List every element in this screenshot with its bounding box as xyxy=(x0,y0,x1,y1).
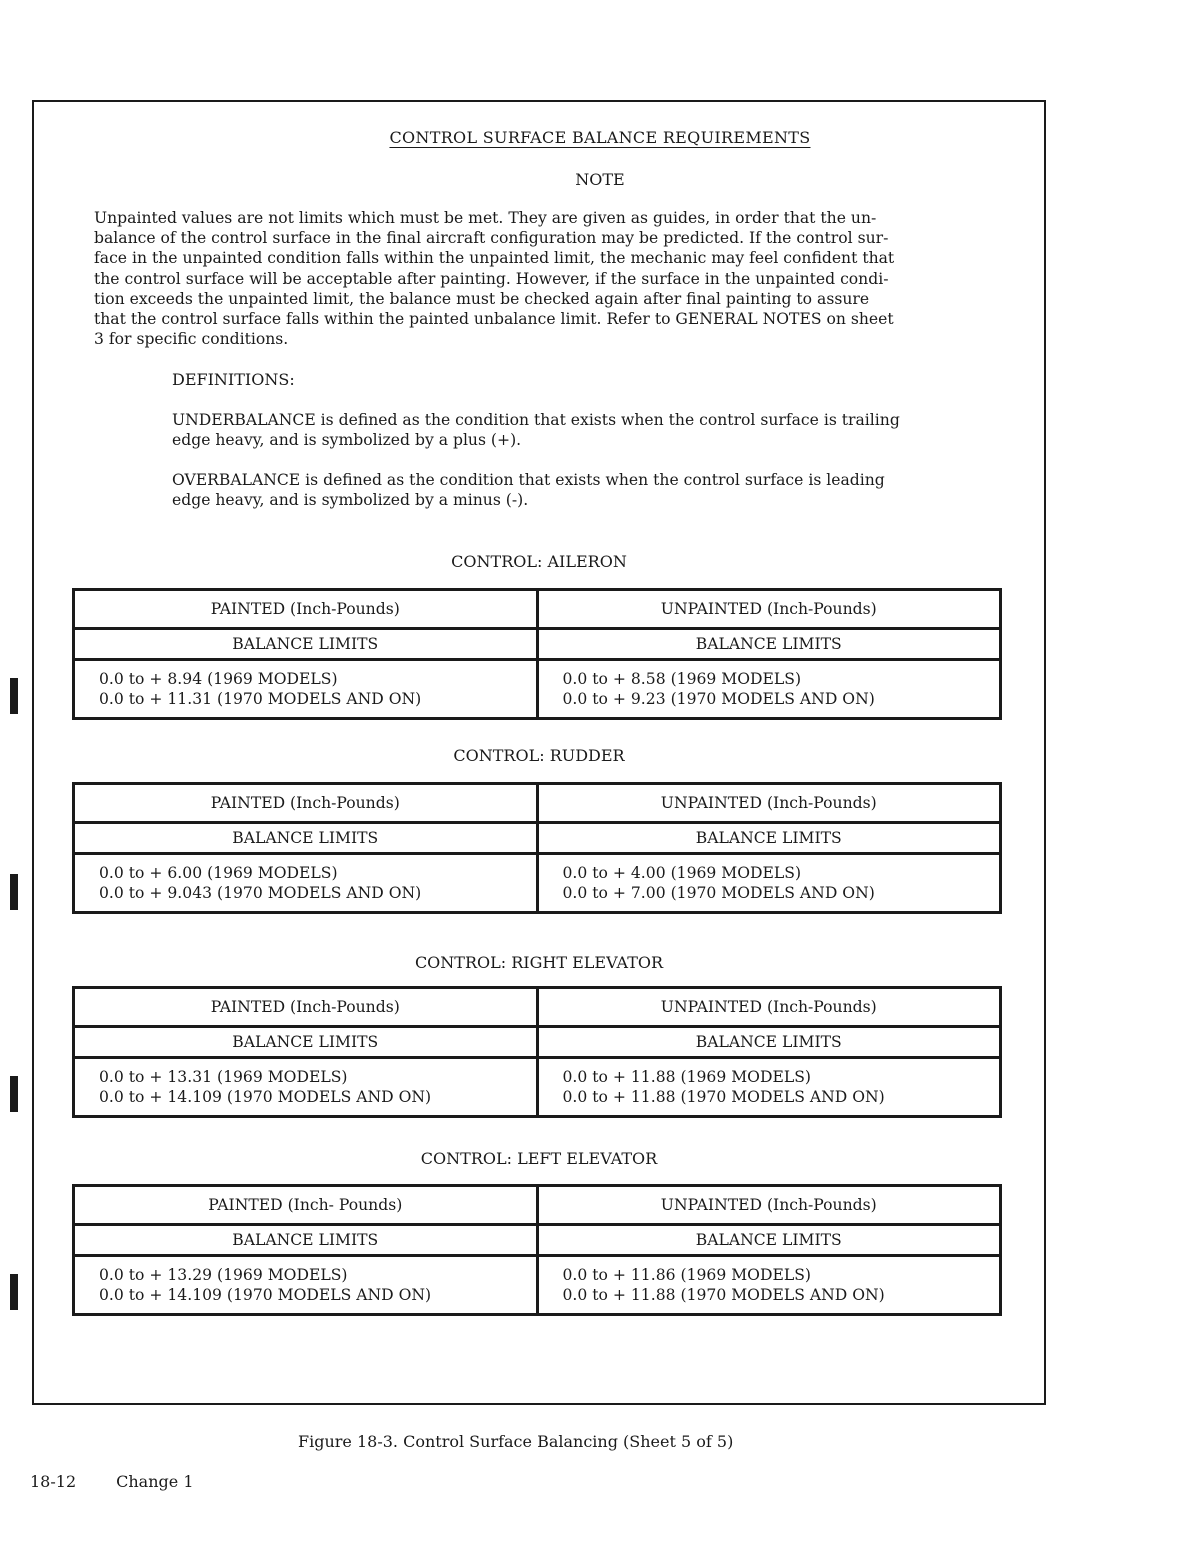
unpainted-header: UNPAINTED (Inch-Pounds) xyxy=(537,784,1001,823)
definitions-heading: DEFINITIONS: xyxy=(172,370,295,389)
change-bar xyxy=(10,874,18,910)
value-line: 0.0 to + 9.043 (1970 MODELS AND ON) xyxy=(99,884,422,902)
unpainted-subheader: BALANCE LIMITS xyxy=(537,629,1001,660)
value-line: 0.0 to + 11.88 (1970 MODELS AND ON) xyxy=(562,1286,885,1304)
control-label-right-elevator: CONTROL: RIGHT ELEVATOR xyxy=(414,953,664,972)
painted-subheader: BALANCE LIMITS xyxy=(74,823,538,854)
unpainted-values xyxy=(537,1256,1001,1315)
unpainted-subheader: BALANCE LIMITS xyxy=(537,1027,1001,1058)
control-label-left-elevator: CONTROL: LEFT ELEVATOR xyxy=(420,1149,658,1168)
painted-values xyxy=(74,854,538,913)
value-line: 0.0 to + 11.31 (1970 MODELS AND ON) xyxy=(99,690,422,708)
value-line: 0.0 to + 8.94 (1969 MODELS) xyxy=(99,670,338,688)
painted-header: PAINTED (Inch- Pounds) xyxy=(74,1186,538,1225)
value-line: 0.0 to + 11.86 (1969 MODELS) xyxy=(562,1266,811,1284)
change-label: Change 1 xyxy=(116,1472,194,1491)
value-line: 0.0 to + 11.88 (1970 MODELS AND ON) xyxy=(562,1088,885,1106)
note-line: 3 for specific conditions. xyxy=(94,330,289,349)
value-line: 0.0 to + 11.88 (1969 MODELS) xyxy=(562,1068,811,1086)
note-line: the control surface will be acceptable after painting. However, if the surface in the unpainted condi- xyxy=(94,269,889,288)
page-title: CONTROL SURFACE BALANCE REQUIREMENTS xyxy=(389,128,811,147)
unpainted-header: UNPAINTED (Inch-Pounds) xyxy=(537,1186,1001,1225)
value-line: 0.0 to + 9.23 (1970 MODELS AND ON) xyxy=(562,690,875,708)
change-bar xyxy=(10,678,18,714)
definition-line: OVERBALANCE is defined as the condition that exists when the control surface is leading xyxy=(172,471,885,489)
overbalance-definition xyxy=(172,470,992,511)
value-line: 0.0 to + 13.29 (1969 MODELS) xyxy=(99,1266,348,1284)
painted-subheader: BALANCE LIMITS xyxy=(74,1027,538,1058)
note-line: Unpainted values are not limits which must be met. They are given as guides, in order that the un- xyxy=(94,209,877,227)
value-line: 0.0 to + 7.00 (1970 MODELS AND ON) xyxy=(562,884,875,902)
page-number: 18-12 xyxy=(30,1472,77,1491)
painted-values xyxy=(74,1058,538,1117)
unpainted-values xyxy=(537,854,1001,913)
unpainted-values xyxy=(537,1058,1001,1117)
definition-line: edge heavy, and is symbolized by a minus (-). xyxy=(172,491,529,510)
painted-values xyxy=(74,1256,538,1315)
painted-header: PAINTED (Inch-Pounds) xyxy=(74,590,538,629)
value-line: 0.0 to + 14.109 (1970 MODELS AND ON) xyxy=(99,1088,432,1106)
balance-table-right-elevator xyxy=(72,986,1002,1118)
balance-table-rudder xyxy=(72,782,1002,914)
value-line: 0.0 to + 6.00 (1969 MODELS) xyxy=(99,864,338,882)
painted-subheader: BALANCE LIMITS xyxy=(74,629,538,660)
unpainted-subheader: BALANCE LIMITS xyxy=(537,1225,1001,1256)
painted-header: PAINTED (Inch-Pounds) xyxy=(74,784,538,823)
value-line: 0.0 to + 8.58 (1969 MODELS) xyxy=(562,670,802,688)
control-label-rudder: CONTROL: RUDDER xyxy=(453,746,625,765)
note-line: tion exceeds the unpainted limit, the balance must be checked again after final painting to assure xyxy=(94,289,870,308)
definition-line: edge heavy, and is symbolized by a plus (+). xyxy=(172,431,522,450)
painted-subheader: BALANCE LIMITS xyxy=(74,1225,538,1256)
note-line: that the control surface falls within the painted unbalance limit. Refer to GENERAL NOTES on sheet xyxy=(94,310,894,329)
change-bar xyxy=(10,1274,18,1310)
unpainted-header: UNPAINTED (Inch-Pounds) xyxy=(537,590,1001,629)
underbalance-definition xyxy=(172,410,992,451)
note-line: balance of the control surface in the final aircraft configuration may be predicted. If the control sur- xyxy=(94,229,889,248)
value-line: 0.0 to + 13.31 (1969 MODELS) xyxy=(99,1068,348,1086)
unpainted-subheader: BALANCE LIMITS xyxy=(537,823,1001,854)
note-body xyxy=(94,208,1004,349)
painted-header: PAINTED (Inch-Pounds) xyxy=(74,988,538,1027)
definition-line: UNDERBALANCE is defined as the condition that exists when the control surface is trailing xyxy=(172,411,900,429)
value-line: 0.0 to + 14.109 (1970 MODELS AND ON) xyxy=(99,1286,432,1304)
change-bar xyxy=(10,1076,18,1112)
painted-values xyxy=(74,660,538,719)
unpainted-header: UNPAINTED (Inch-Pounds) xyxy=(537,988,1001,1027)
unpainted-values xyxy=(537,660,1001,719)
control-label-aileron: CONTROL: AILERON xyxy=(451,552,627,571)
balance-table-left-elevator xyxy=(72,1184,1002,1316)
note-line: face in the unpainted condition falls within the unpainted limit, the mechanic may feel confident that xyxy=(94,249,895,268)
value-line: 0.0 to + 4.00 (1969 MODELS) xyxy=(562,864,802,882)
note-heading: NOTE xyxy=(575,170,625,189)
page-footer xyxy=(30,1472,194,1491)
figure-caption: Figure 18-3. Control Surface Balancing (Sheet 5 of 5) xyxy=(298,1432,734,1451)
balance-table-aileron xyxy=(72,588,1002,720)
